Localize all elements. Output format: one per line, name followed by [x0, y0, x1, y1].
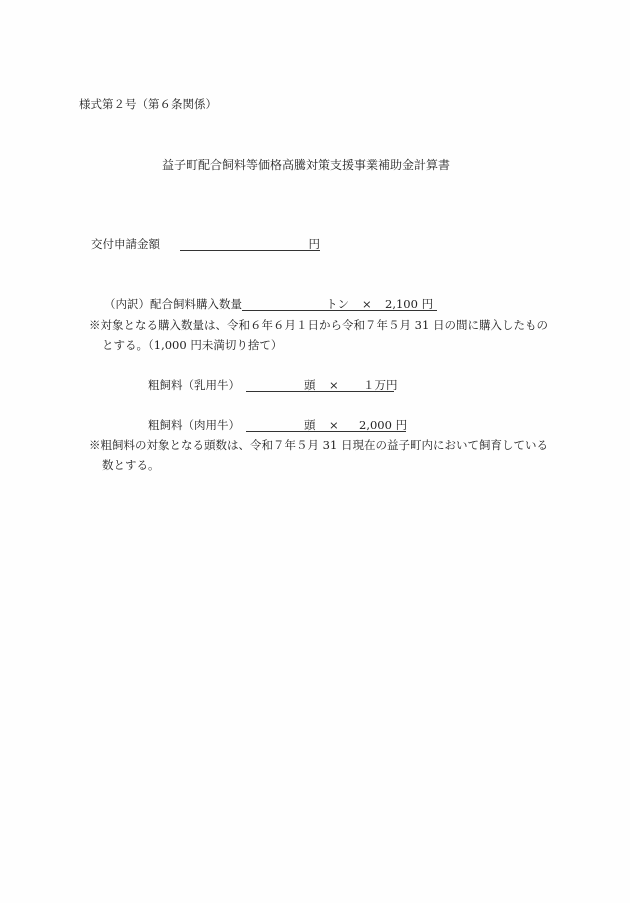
breakdown-quantity-field[interactable]: [242, 297, 437, 311]
application-amount-field[interactable]: [180, 237, 320, 251]
roughage-beef-times: ×: [329, 418, 339, 432]
roughage-dairy-unit: 頭: [304, 378, 316, 392]
application-amount-label: 交付申請金額: [91, 237, 160, 251]
roughage-dairy-field[interactable]: [246, 378, 398, 392]
application-amount-row: [91, 237, 320, 251]
breakdown-times: ×: [362, 297, 372, 311]
form-number: 様式第２号（第６条関係）: [79, 97, 217, 111]
roughage-beef-label: 粗飼料（肉用牛）: [148, 418, 240, 432]
roughage-beef-unit: 頭: [304, 418, 316, 432]
note1-line2: とする。（1,000 円未満切り捨て）: [102, 338, 283, 352]
breakdown-unit: トン: [326, 297, 349, 311]
note2-line1: ※粗飼料の対象となる頭数は、令和７年５月 31 日現在の益子町内において飼育している: [89, 438, 548, 452]
document-title: 益子町配合飼料等価格高騰対策支援事業補助金計算書: [162, 158, 451, 172]
roughage-dairy-times: ×: [329, 378, 339, 392]
roughage-dairy-label: 粗飼料（乳用牛）: [148, 378, 240, 392]
note2-line2: 数とする。: [102, 458, 160, 472]
breakdown-label: （内訳）配合飼料購入数量: [104, 297, 242, 311]
note1-line1: ※対象となる購入数量は、令和６年６月１日から令和７年５月 31 日の間に購入したもの: [89, 318, 548, 332]
roughage-beef-field[interactable]: [246, 418, 406, 432]
roughage-beef-row: [148, 418, 406, 432]
application-amount-unit: 円: [308, 237, 320, 251]
roughage-dairy-rate: １万円: [363, 378, 398, 392]
breakdown-rate: 2,100 円: [385, 297, 434, 311]
roughage-dairy-row: [148, 378, 398, 392]
breakdown-row: [104, 297, 437, 311]
roughage-beef-rate: 2,000 円: [359, 418, 408, 432]
